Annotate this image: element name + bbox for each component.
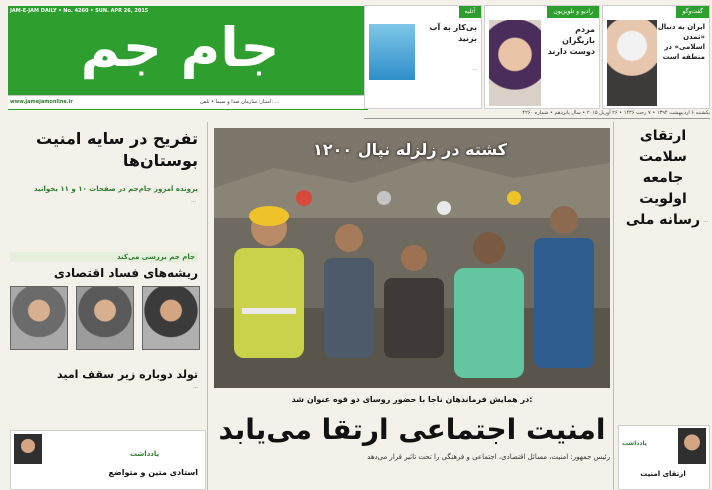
- teaser-3[interactable]: [602, 5, 710, 109]
- right-box-avatar: [678, 428, 706, 464]
- main-kicker: در همایش فرماندهان ناجا با حضور روسای دو قوه عنوان شد:: [291, 395, 533, 404]
- portrait-3: [142, 286, 200, 350]
- portrait-2: [76, 286, 134, 350]
- right-body: ...: [703, 218, 708, 224]
- teaser-3-headline: ایران به دنبال «تمدن اسلامی» در منطقه است: [657, 23, 705, 61]
- column-tab: یادداشت: [130, 450, 160, 458]
- teaser-2-tab: رادیو و تلویزیون: [547, 6, 599, 18]
- dateline: یکشنبه ۶ اردیبهشت ۱۳۹۴ • ۷ رجب ۱۴۳۶ • ۲۶ آوریل ۲۰۱۵ • سال پانزدهم • شماره ۴۲۶۰: [364, 108, 710, 119]
- column-title[interactable]: استادی متین و متواضع: [108, 468, 198, 477]
- left-headline-3[interactable]: تولد دوباره زیر سقف امید: [57, 368, 198, 381]
- teaser-3-portrait: [607, 20, 657, 106]
- right-box-title[interactable]: ارتقای امنیت: [640, 470, 686, 478]
- teaser-2[interactable]: [484, 5, 600, 109]
- right-headline[interactable]: ارتقای سلامت جامعه اولویت رسانه ملی: [625, 128, 701, 228]
- main-headline[interactable]: امنیت اجتماعی ارتقا می‌یابد: [218, 413, 606, 446]
- teaser-2-portrait: [489, 20, 541, 106]
- teaser-1-body: ...: [472, 66, 477, 72]
- publisher-info: امتیاز: سازمان صدا و سیما • تلفن: ...: [200, 99, 280, 105]
- masthead-logo: جام جم: [80, 16, 280, 79]
- lead-photo-caption: ۱۲۰۰ کشته در زلزله نپال: [313, 140, 507, 159]
- left-kicker-2: جام جم بررسی می‌کند: [10, 252, 198, 262]
- right-box-tab: یادداشت: [622, 440, 647, 447]
- column-divider-right: [613, 122, 614, 490]
- portrait-1: [10, 286, 68, 350]
- left-headline-3-body: ...: [193, 384, 198, 390]
- columnist-avatar: [14, 434, 42, 464]
- left-lead-subhead: پرونده امروز جام‌جم در صفحات ۱۰ و ۱۱ بخوانید: [33, 185, 198, 193]
- left-lead-headline[interactable]: تفریح در سایه امنیت بوستان‌ها: [36, 129, 198, 170]
- left-lead-body: ...: [191, 198, 196, 204]
- teaser-3-tab: گفت‌وگو: [676, 6, 709, 18]
- teaser-2-headline: مردم بازیگران دوست دارند: [547, 25, 595, 56]
- teaser-1-image: [369, 24, 415, 80]
- main-body: رئیس جمهور: امنیت، مسائل اقتصادی، اجتماعی و فرهنگی را تحت تاثیر قرار می‌دهد: [367, 453, 610, 461]
- lead-photo-illustration: [214, 128, 610, 388]
- teaser-1[interactable]: [364, 5, 482, 109]
- website-link[interactable]: www.jamejamonline.ir: [10, 99, 73, 105]
- lead-photo[interactable]: [214, 128, 610, 388]
- teaser-1-headline: بی‌کار به آب بزنید: [429, 23, 477, 43]
- left-headline-2[interactable]: ریشه‌های فساد اقتصادی: [53, 266, 198, 280]
- edition-info: JAM-E-JAM DAILY • No. 4260 • SUN. APR 26, 2015: [10, 8, 149, 14]
- column-divider-left: [207, 122, 208, 490]
- teaser-1-tab: آتلیه: [459, 6, 481, 18]
